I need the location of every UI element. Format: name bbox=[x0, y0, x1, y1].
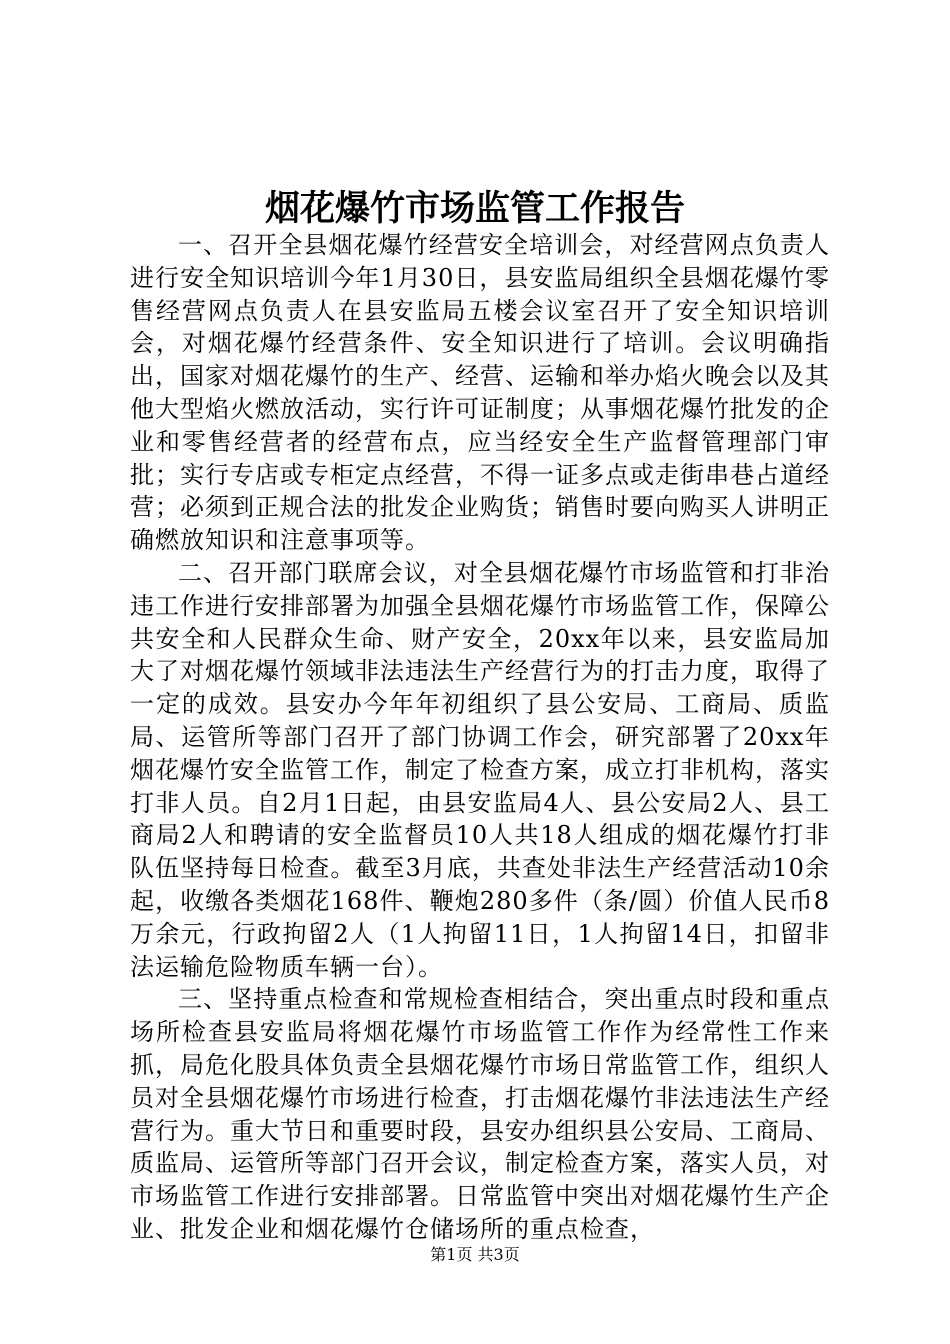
paragraph-2: 二、召开部门联席会议，对全县烟花爆竹市场监管和打非治违工作进行安排部署为加强全县烟花爆竹市场监管工作，保障公共安全和人民群众生命、财产安全，20xx年以来，县安监局加大了对烟花爆竹领域非法违法生产经营行为的打击力度，取得了一定的成效。县安办今年年初组织了县公安局、工商局、质监局、运管所等部门召开了部门协调工作会，研究部署了20xx年烟花爆竹安全监管工作，制定了检查方案，成立打非机构，落实打非人员。自2月1日起，由县安监局4人、县公安局2人、县工商局2人和聘请的安全监督员10人共18人组成的烟花爆竹打非队伍坚持每日检查。截至3月底，共查处非法生产经营活动10余起，收缴各类烟花168件、鞭炮280多件（条/圆）价值人民币8万余元，行政拘留2人（1人拘留11日，1人拘留14日，扣留非法运输危险物质车辆一台）。 bbox=[130, 558, 830, 981]
paragraph-1: 一、召开全县烟花爆竹经营安全培训会，对经营网点负责人进行安全知识培训今年1月30日，县安监局组织全县烟花爆竹零售经营网点负责人在县安监局五楼会议室召开了安全知识培训会，对烟花爆竹经营条件、安全知识进行了培训。会议明确指出，国家对烟花爆竹的生产、经营、运输和举办焰火晚会以及其他大型焰火燃放活动，实行许可证制度；从事烟花爆竹批发的企业和零售经营者的经营布点，应当经安全生产监督管理部门审批；实行专店或专柜定点经营，不得一证多点或走街串巷占道经营；必须到正规合法的批发企业购货；销售时要向购买人讲明正确燃放知识和注意事项等。 bbox=[130, 231, 830, 555]
document-title: 烟花爆竹市场监管工作报告 bbox=[264, 188, 685, 229]
document-body bbox=[130, 229, 830, 1246]
paragraph-3: 三、坚持重点检查和常规检查相结合，突出重点时段和重点场所检查县安监局将烟花爆竹市场监管工作作为经常性工作来抓，局危化股具体负责全县烟花爆竹市场日常监管工作，组织人员对全县烟花爆竹市场进行检查，打击烟花爆竹非法违法生产经营行为。重大节日和重要时段，县安办组织县公安局、工商局、质监局、运管所等部门召开会议，制定检查方案，落实人员，对市场监管工作进行安排部署。日常监管中突出对烟花爆竹生产企业、批发企业和烟花爆竹仓储场所的重点检查， bbox=[130, 985, 830, 1243]
page-number-footer: 第1页 共3页 bbox=[430, 1245, 520, 1264]
